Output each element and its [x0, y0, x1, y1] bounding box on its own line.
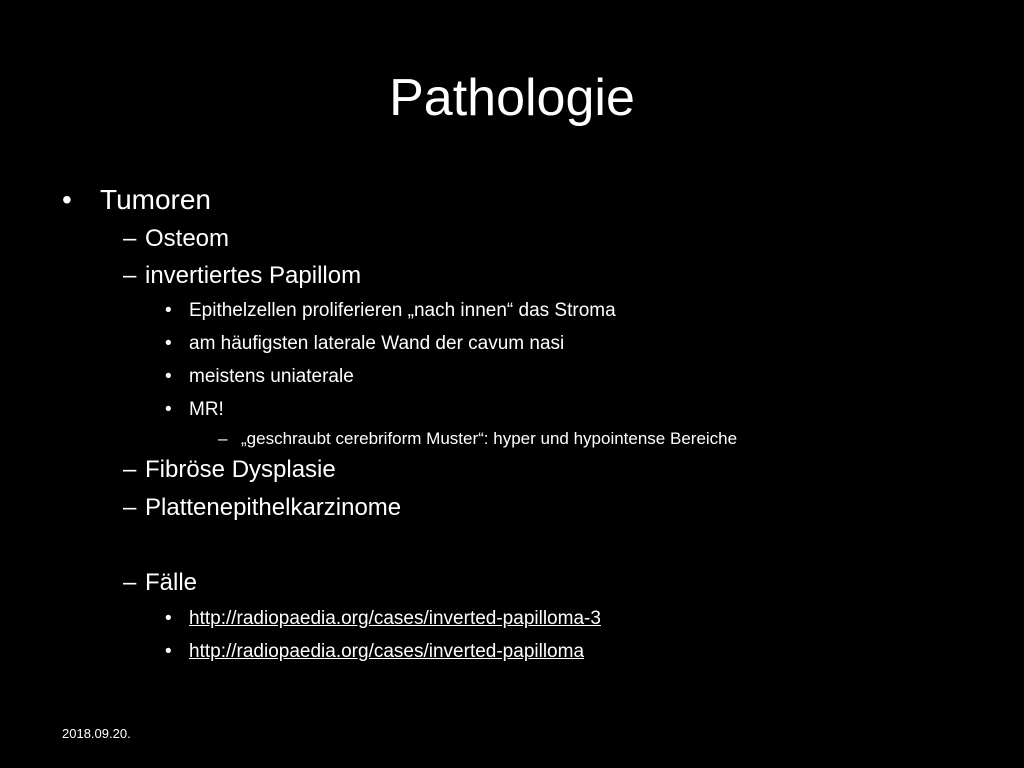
- dash-fibrose: –: [123, 456, 137, 483]
- dash-karzinome: –: [123, 494, 137, 521]
- detail-laterale-wand: am häufigsten laterale Wand der cavum nasi: [189, 333, 565, 354]
- dash-faelle: –: [123, 569, 137, 596]
- radiopaedia-link-papilloma[interactable]: http://radiopaedia.org/cases/inverted-papilloma: [189, 641, 585, 662]
- bullet-link-1: •: [165, 608, 172, 629]
- detail-uniaterale: meistens uniaterale: [189, 366, 354, 387]
- bullet-tumoren: •: [62, 184, 72, 215]
- footer-date: 2018.09.20.: [62, 726, 131, 741]
- item-faelle: Fälle: [145, 569, 198, 596]
- bullet-label-tumoren: Tumoren: [100, 184, 212, 215]
- dash-osteom: –: [123, 225, 137, 252]
- item-plattenepithelkarzinome: Plattenepithelkarzinome: [145, 494, 402, 521]
- detail-mr: MR!: [189, 399, 224, 420]
- item-osteom: Osteom: [145, 225, 230, 252]
- dash-papillom: –: [123, 262, 137, 289]
- detail-geschraubt-muster: „geschraubt cerebriform Muster“: hyper und hypointense Bereiche: [241, 429, 738, 448]
- bullet-detail-1: •: [165, 300, 172, 321]
- bullet-detail-4: •: [165, 399, 172, 420]
- item-fibrose-dysplasie: Fibröse Dysplasie: [145, 456, 336, 483]
- bullet-detail-2: •: [165, 333, 172, 354]
- bullet-link-2: •: [165, 641, 172, 662]
- dash-mr-detail: –: [218, 429, 228, 448]
- slide-title: Pathologie: [389, 69, 635, 127]
- bullet-detail-3: •: [165, 366, 172, 387]
- radiopaedia-link-papilloma-3[interactable]: http://radiopaedia.org/cases/inverted-papilloma-3: [189, 608, 601, 629]
- detail-epithelzellen: Epithelzellen proliferieren „nach innen“ das Stroma: [189, 300, 616, 321]
- item-invertiertes-papillom: invertiertes Papillom: [145, 262, 362, 289]
